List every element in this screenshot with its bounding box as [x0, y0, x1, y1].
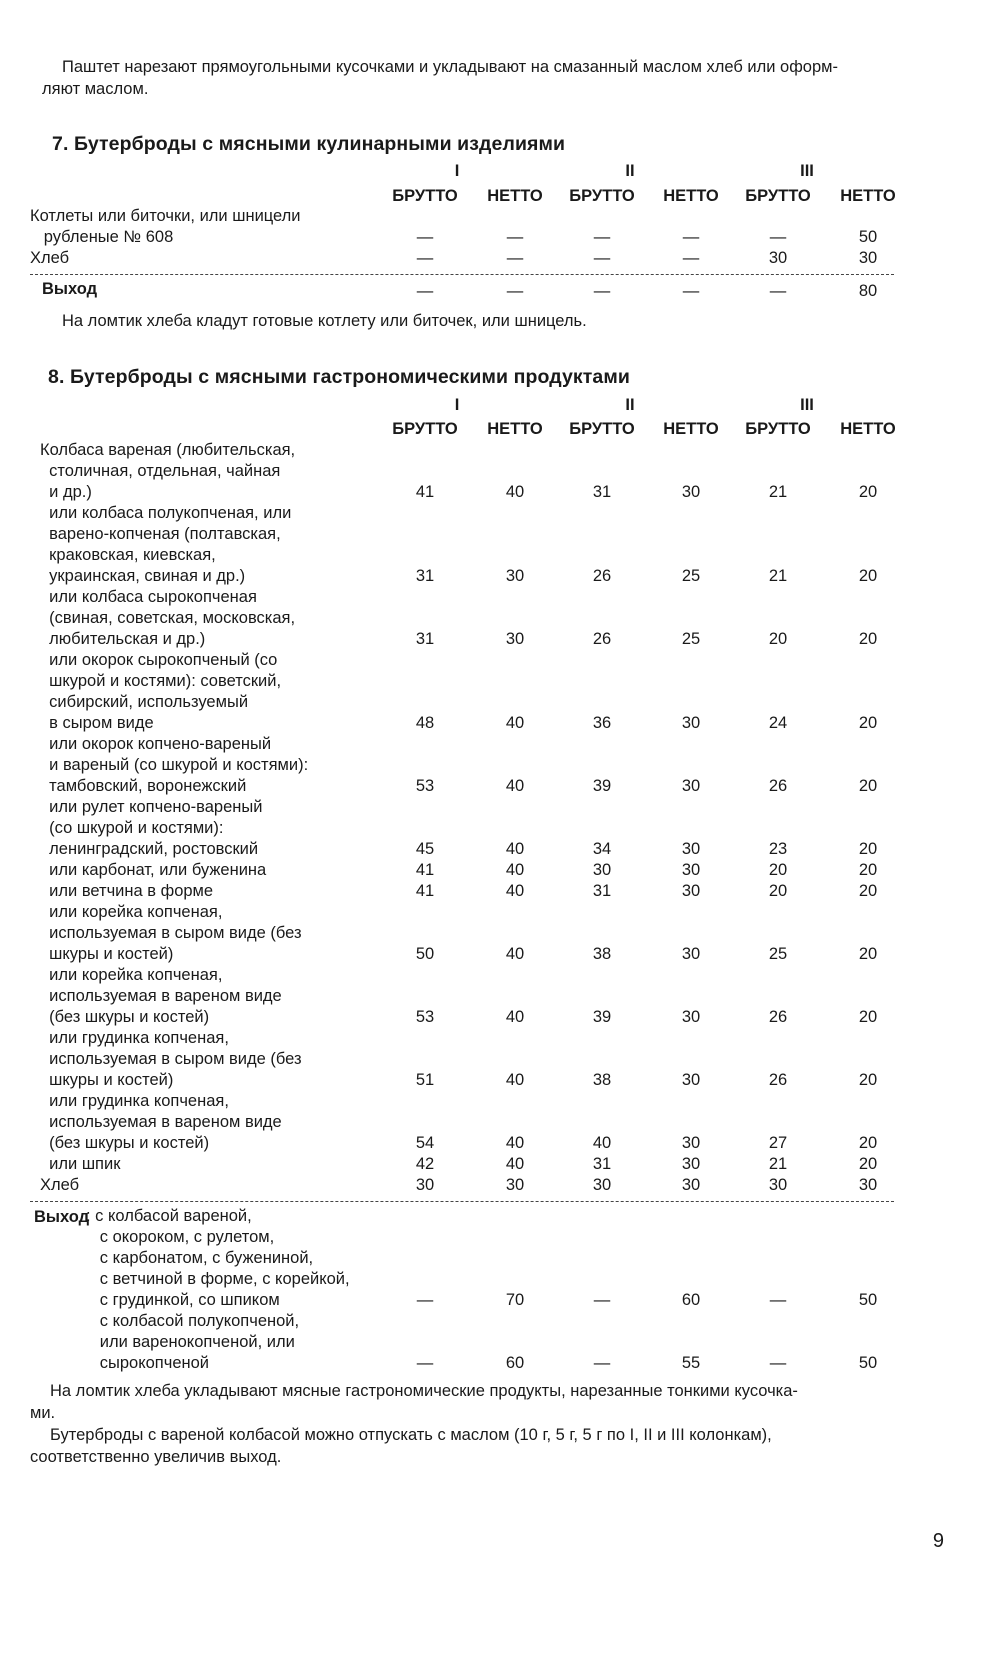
cell-value: 70 — [505, 1291, 525, 1309]
cell-value: 50 — [858, 228, 878, 246]
row-label — [40, 1154, 400, 1175]
yield-label: Выход — [34, 1208, 90, 1226]
row-label — [40, 902, 400, 965]
row-label-line: с ветчиной в форме, с корейкой, — [86, 1270, 350, 1288]
cell-value: 30 — [505, 630, 525, 648]
cell-value: 21 — [768, 1155, 788, 1173]
row-label-line: : с колбасой вареной, — [86, 1207, 252, 1225]
table-row — [40, 797, 940, 860]
cell-value: 20 — [858, 714, 878, 732]
cell-value: 20 — [858, 861, 878, 879]
group-header-1: I — [454, 396, 460, 414]
cell-value: 25 — [681, 630, 701, 648]
row-label-line: (без шкуры и костей) — [40, 1134, 210, 1152]
cell-value: — — [682, 228, 700, 246]
cell-value: — — [593, 1354, 611, 1372]
cell-value: 26 — [592, 630, 612, 648]
table-row — [40, 650, 940, 734]
cell-value: 26 — [768, 777, 788, 795]
cell-value: 20 — [768, 861, 788, 879]
row-label-line: Хлеб — [40, 1176, 80, 1194]
cell-value: 20 — [858, 483, 878, 501]
cell-value: — — [416, 228, 434, 246]
row-label-line: и др.) — [40, 483, 92, 501]
cell-value: 54 — [415, 1134, 435, 1152]
cell-value: — — [769, 282, 787, 300]
yield-row — [30, 278, 930, 300]
col-header-brutto-2: БРУТТО — [569, 187, 635, 205]
cell-value: 20 — [858, 882, 878, 900]
section-8-note-1-line-1: На ломтик хлеба укладывают мясные гастрономические продукты, нарезанные тонкими кусочка- — [50, 1382, 798, 1400]
row-label-line: в сыром виде — [40, 714, 154, 732]
group-header-2: II — [625, 396, 635, 414]
row-label-line: или карбонат, или буженина — [40, 861, 267, 879]
cell-value: 40 — [505, 1008, 525, 1026]
cell-value: — — [769, 1354, 787, 1372]
row-label-line: используемая в сыром виде (без — [40, 1050, 302, 1068]
col-header-brutto-1: БРУТТО — [392, 187, 458, 205]
row-label-line: или колбаса полукопченая, или — [40, 504, 292, 522]
cell-value: — — [682, 282, 700, 300]
row-label-line: шкурой и костями): советский, — [40, 672, 282, 690]
cell-value: 51 — [415, 1071, 435, 1089]
row-label-line: сырокопченой — [86, 1354, 210, 1372]
cell-value: — — [682, 249, 700, 267]
section-7-note: На ломтик хлеба кладут готовые котлету или биточек, или шницель. — [62, 312, 587, 330]
cell-value: 40 — [505, 483, 525, 501]
cell-value: 30 — [681, 1071, 701, 1089]
cell-value: 80 — [858, 282, 878, 300]
row-label-line: с окороком, с рулетом, — [86, 1228, 275, 1246]
cell-value: — — [593, 228, 611, 246]
cell-value: 20 — [858, 1008, 878, 1026]
row-label-line: украинская, свиная и др.) — [40, 567, 246, 585]
cell-value: 36 — [592, 714, 612, 732]
col-header-netto-3: НЕТТО — [840, 187, 896, 205]
row-label — [86, 1311, 446, 1374]
cell-value: 45 — [415, 840, 435, 858]
row-label-line: используемая в вареном виде — [40, 1113, 282, 1131]
intro-paragraph-line-2: ляют маслом. — [42, 80, 149, 98]
row-label-line: или грудинка копченая, — [40, 1029, 229, 1047]
cell-value: 50 — [858, 1354, 878, 1372]
row-label — [40, 734, 400, 797]
cell-value: 30 — [681, 840, 701, 858]
cell-value: 30 — [681, 882, 701, 900]
cell-value: 60 — [505, 1354, 525, 1372]
cell-value: 25 — [681, 567, 701, 585]
cell-value: 30 — [858, 249, 878, 267]
cell-value: 40 — [505, 882, 525, 900]
table-row — [40, 1175, 940, 1196]
cell-value: 20 — [768, 630, 788, 648]
table-row — [40, 965, 940, 1028]
row-label-line: рубленые № 608 — [30, 228, 174, 246]
cell-value: 20 — [858, 840, 878, 858]
row-label-line: Колбаса вареная (любительская, — [40, 441, 296, 459]
cell-value: 30 — [681, 1176, 701, 1194]
cell-value: 50 — [858, 1291, 878, 1309]
cell-value: 53 — [415, 1008, 435, 1026]
col-header-brutto-3: БРУТТО — [745, 187, 811, 205]
cell-value: 41 — [415, 882, 435, 900]
cell-value: 30 — [768, 249, 788, 267]
table-row — [40, 1091, 940, 1154]
section-8-note-2-line-1: Бутерброды с вареной колбасой можно отпускать с маслом (10 г, 5 г, 5 г по I, II и III колонкам), — [50, 1426, 772, 1444]
cell-value: 50 — [415, 945, 435, 963]
col-header-brutto-3: БРУТТО — [745, 420, 811, 438]
table-row — [40, 587, 940, 650]
cell-value: — — [769, 1291, 787, 1309]
cell-value: 30 — [681, 483, 701, 501]
col-header-netto-1: НЕТТО — [487, 420, 543, 438]
cell-value: — — [506, 282, 524, 300]
cell-value: 40 — [505, 945, 525, 963]
cell-value: 20 — [858, 567, 878, 585]
cell-value: 40 — [505, 861, 525, 879]
cell-value: 24 — [768, 714, 788, 732]
row-label-line: Котлеты или биточки, или шницели — [30, 207, 301, 225]
section-7-title: 7. Бутерброды с мясными кулинарными изделиями — [52, 133, 566, 155]
cell-value: 20 — [858, 1155, 878, 1173]
row-label-line: или окорок копчено-вареный — [40, 735, 272, 753]
table-row — [40, 902, 940, 965]
col-header-brutto-1: БРУТТО — [392, 420, 458, 438]
row-label — [40, 881, 400, 902]
cell-value: 20 — [858, 777, 878, 795]
row-label — [30, 206, 390, 248]
cell-value: 30 — [768, 1176, 788, 1194]
row-label — [40, 860, 400, 881]
cell-value: 30 — [681, 1008, 701, 1026]
table-row — [40, 1154, 940, 1175]
row-label — [40, 1175, 400, 1196]
row-label — [40, 965, 400, 1028]
cell-value: 26 — [592, 567, 612, 585]
section-8-note-2-line-2: соответственно увеличив выход. — [30, 1448, 282, 1466]
row-label-line: или корейка копченая, — [40, 903, 223, 921]
cell-value: 27 — [768, 1134, 788, 1152]
cell-value: — — [506, 249, 524, 267]
cell-value: 30 — [505, 1176, 525, 1194]
section-7-divider — [30, 274, 894, 275]
row-label-line: ленинградский, ростовский — [40, 840, 259, 858]
cell-value: 41 — [415, 483, 435, 501]
cell-value: 20 — [768, 882, 788, 900]
cell-value: 42 — [415, 1155, 435, 1173]
col-header-netto-3: НЕТТО — [840, 420, 896, 438]
cell-value: — — [593, 249, 611, 267]
cell-value: 23 — [768, 840, 788, 858]
col-header-brutto-2: БРУТТО — [569, 420, 635, 438]
cell-value: — — [593, 1291, 611, 1309]
cell-value: 30 — [415, 1176, 435, 1194]
row-label-line: тамбовский, воронежский — [40, 777, 247, 795]
cell-value: 60 — [681, 1291, 701, 1309]
cell-value: 30 — [592, 1176, 612, 1194]
yield-label: Выход — [42, 280, 98, 298]
section-7-yield — [30, 278, 940, 302]
row-label-line: (свиная, советская, московская, — [40, 609, 296, 627]
table-row — [40, 1028, 940, 1091]
row-label-line: варено-копченая (полтавская, — [40, 525, 281, 543]
cell-value: 53 — [415, 777, 435, 795]
row-label-line: с грудинкой, со шпиком — [86, 1291, 280, 1309]
row-label — [40, 797, 400, 860]
cell-value: 34 — [592, 840, 612, 858]
cell-value: 20 — [858, 1134, 878, 1152]
group-header-2: II — [625, 162, 635, 180]
row-label-line: (без шкуры и костей) — [40, 1008, 210, 1026]
cell-value: 21 — [768, 567, 788, 585]
table-row — [40, 503, 940, 587]
row-label-line: или корейка копченая, — [40, 966, 223, 984]
row-label-line: шкуры и костей) — [40, 1071, 174, 1089]
row-label-line: сибирский, используемый — [40, 693, 249, 711]
cell-value: 26 — [768, 1071, 788, 1089]
cell-value: 40 — [505, 714, 525, 732]
page-number: 9 — [932, 1530, 944, 1552]
cell-value: 48 — [415, 714, 435, 732]
table-row — [40, 734, 940, 797]
row-label-line: или рулет копчено-вареный — [40, 798, 263, 816]
yield-row — [30, 1206, 930, 1311]
row-label-line: используемая в сыром виде (без — [40, 924, 302, 942]
col-header-netto-2: НЕТТО — [663, 187, 719, 205]
row-label-line: краковская, киевская, — [40, 546, 216, 564]
row-label — [86, 1206, 446, 1311]
row-label-line: столичная, отдельная, чайная — [40, 462, 281, 480]
yield-row — [30, 1311, 930, 1374]
cell-value: 40 — [592, 1134, 612, 1152]
cell-value: 38 — [592, 1071, 612, 1089]
row-label-line: и вареный (со шкурой и костями): — [40, 756, 309, 774]
cell-value: 40 — [505, 1071, 525, 1089]
row-label-line: (со шкурой и костями): — [40, 819, 224, 837]
cell-value: 30 — [681, 1134, 701, 1152]
cell-value: — — [593, 282, 611, 300]
section-8-yield — [30, 1206, 940, 1376]
cell-value: 31 — [415, 567, 435, 585]
cell-value: 30 — [681, 777, 701, 795]
cell-value: 39 — [592, 777, 612, 795]
cell-value: 31 — [415, 630, 435, 648]
intro-paragraph-line-1: Паштет нарезают прямоугольными кусочками и укладывают на смазанный маслом хлеб или оформ- — [62, 58, 838, 76]
cell-value: 40 — [505, 1134, 525, 1152]
row-label-line: используемая в вареном виде — [40, 987, 282, 1005]
cell-value: — — [416, 1291, 434, 1309]
cell-value: 30 — [505, 567, 525, 585]
cell-value: 30 — [858, 1176, 878, 1194]
group-header-3: III — [800, 162, 814, 180]
section-8-divider — [30, 1201, 894, 1202]
table-row — [40, 881, 940, 902]
cell-value: 20 — [858, 945, 878, 963]
col-header-netto-1: НЕТТО — [487, 187, 543, 205]
cell-value: 31 — [592, 483, 612, 501]
row-label — [40, 503, 400, 587]
cell-value: 30 — [681, 1155, 701, 1173]
row-label-line: или грудинка копченая, — [40, 1092, 229, 1110]
cell-value: 40 — [505, 1155, 525, 1173]
row-label-line: или окорок сырокопченый (со — [40, 651, 278, 669]
cell-value: 38 — [592, 945, 612, 963]
row-label-line: или шпик — [40, 1155, 121, 1173]
cell-value: 40 — [505, 777, 525, 795]
table-row — [40, 440, 940, 503]
col-header-netto-2: НЕТТО — [663, 420, 719, 438]
row-label-line: или ветчина в форме — [40, 882, 214, 900]
group-header-3: III — [800, 396, 814, 414]
row-label-line: шкуры и костей) — [40, 945, 174, 963]
cell-value: — — [506, 228, 524, 246]
row-label-line: или варенокопченой, или — [86, 1333, 295, 1351]
group-header-1: I — [454, 162, 460, 180]
cell-value: 20 — [858, 1071, 878, 1089]
cell-value: 30 — [681, 945, 701, 963]
row-label — [40, 440, 400, 503]
table-row — [40, 860, 940, 881]
cell-value: 31 — [592, 882, 612, 900]
row-label-line: с колбасой полукопченой, — [86, 1312, 300, 1330]
cell-value: 31 — [592, 1155, 612, 1173]
cell-value: — — [416, 282, 434, 300]
row-label-line: Хлеб — [30, 249, 70, 267]
cell-value: 30 — [681, 861, 701, 879]
row-label — [40, 1091, 400, 1154]
cell-value: 20 — [858, 630, 878, 648]
row-label — [40, 587, 400, 650]
cell-value: 21 — [768, 483, 788, 501]
section-8-note-1-line-2: ми. — [30, 1404, 56, 1422]
section-8-title: 8. Бутерброды с мясными гастрономическими продуктами — [48, 366, 630, 388]
row-label — [40, 650, 400, 734]
table-row — [30, 248, 930, 269]
cell-value: — — [769, 228, 787, 246]
cell-value: 30 — [681, 714, 701, 732]
cell-value: 55 — [681, 1354, 701, 1372]
cell-value: 30 — [592, 861, 612, 879]
cell-value: — — [416, 249, 434, 267]
cell-value: 26 — [768, 1008, 788, 1026]
row-label — [30, 248, 390, 269]
table-row — [30, 206, 930, 248]
row-label-line: или колбаса сырокопченая — [40, 588, 257, 606]
cell-value: 41 — [415, 861, 435, 879]
cell-value: 40 — [505, 840, 525, 858]
section-8-table — [30, 396, 940, 1196]
cell-value: 39 — [592, 1008, 612, 1026]
cell-value: — — [416, 1354, 434, 1372]
cell-value: 25 — [768, 945, 788, 963]
row-label-line: любительская и др.) — [40, 630, 206, 648]
row-label — [40, 1028, 400, 1091]
row-label-line: с карбонатом, с бужениной, — [86, 1249, 314, 1267]
